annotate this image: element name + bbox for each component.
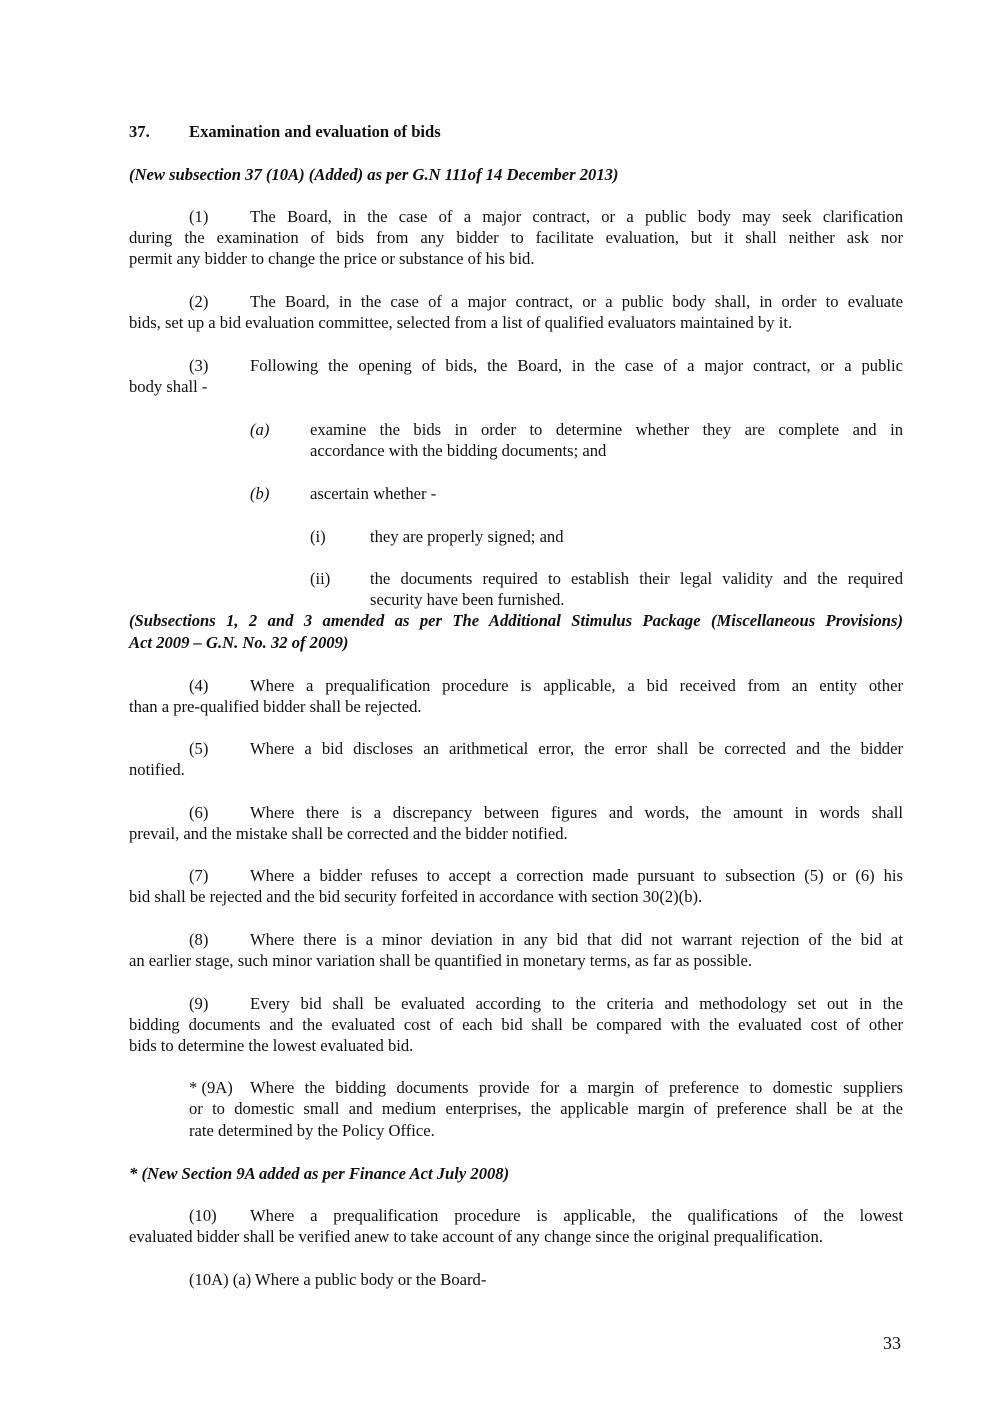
para-5-line-2: notified. bbox=[129, 760, 185, 779]
para-7-line-1: Where a bidder refuses to accept a correction made pursuant to subsection (5) or (6) his bbox=[250, 866, 903, 885]
para-6-line-1: Where there is a discrepancy between figures and words, the amount in words shall bbox=[250, 803, 903, 822]
para-8-number: (8) bbox=[189, 930, 209, 949]
para-7-number: (7) bbox=[189, 866, 209, 885]
para-10-line-1: Where a prequalification procedure is applicable, the qualifications of the lowest bbox=[250, 1206, 903, 1225]
para-5-number: (5) bbox=[189, 739, 209, 758]
section-title: Examination and evaluation of bids bbox=[189, 122, 441, 141]
para-3-line-2: body shall - bbox=[129, 377, 208, 396]
para-8-line-2: an earlier stage, such minor variation shall be quantified in monetary terms, as far as possible. bbox=[129, 951, 752, 970]
para-3-line-1: Following the opening of bids, the Board, in the case of a major contract, or a public bbox=[250, 356, 903, 375]
para-10-number: (10) bbox=[189, 1206, 217, 1225]
para-9a-number: * (9A) bbox=[189, 1078, 233, 1097]
para-3b-ii-label: (ii) bbox=[310, 569, 331, 588]
para-3b-line-1: ascertain whether - bbox=[310, 484, 437, 503]
para-1-line-2: during the examination of bids from any bidder to facilitate evaluation, but it shall neither ask nor bbox=[129, 228, 903, 247]
para-3b-i-label: (i) bbox=[310, 527, 326, 546]
para-2-number: (2) bbox=[189, 292, 209, 311]
amendment-note-2: * (New Section 9A added as per Finance Act July 2008) bbox=[129, 1164, 510, 1183]
para-8-line-1: Where there is a minor deviation in any bid that did not warrant rejection of the bid at bbox=[250, 930, 903, 949]
para-3b-ii-line-2: security have been furnished. bbox=[370, 590, 565, 609]
para-6-number: (6) bbox=[189, 803, 209, 822]
para-9-number: (9) bbox=[189, 994, 209, 1013]
page-number: 33 bbox=[883, 1333, 901, 1353]
para-3b-ii-line-1: the documents required to establish their legal validity and the required bbox=[370, 569, 903, 588]
para-2-line-2: bids, set up a bid evaluation committee, selected from a list of qualified evaluators maintained by it. bbox=[129, 313, 793, 332]
para-5-line-1: Where a bid discloses an arithmetical error, the error shall be corrected and the bidder bbox=[250, 739, 903, 758]
para-9-line-3: bids to determine the lowest evaluated bid. bbox=[129, 1036, 414, 1055]
para-9a-line-3: rate determined by the Policy Office. bbox=[189, 1121, 435, 1140]
amendment-note-1-line-2: Act 2009 – G.N. No. 32 of 2009) bbox=[129, 633, 349, 652]
para-10a-line-1: (10A) (a) Where a public body or the Board- bbox=[189, 1270, 487, 1289]
para-9a-line-1: Where the bidding documents provide for a margin of preference to domestic suppliers bbox=[250, 1078, 903, 1097]
para-4-line-2: than a pre-qualified bidder shall be rejected. bbox=[129, 697, 422, 716]
para-4-number: (4) bbox=[189, 676, 209, 695]
para-3-number: (3) bbox=[189, 356, 209, 375]
para-9-line-2: bidding documents and the evaluated cost of each bid shall be compared with the evaluated cost of other bbox=[129, 1015, 903, 1034]
para-3a-label: (a) bbox=[250, 420, 270, 439]
para-1-line-3: permit any bidder to change the price or substance of his bid. bbox=[129, 249, 535, 268]
amendment-note-1-line-1: (Subsections 1, 2 and 3 amended as per The Additional Stimulus Package (Miscellaneous Provisions) bbox=[129, 611, 903, 630]
para-2-line-1: The Board, in the case of a major contract, or a public body shall, in order to evaluate bbox=[250, 292, 903, 311]
para-9a-line-2: or to domestic small and medium enterprises, the applicable margin of preference shall be at the bbox=[189, 1099, 903, 1118]
para-3b-i-line-1: they are properly signed; and bbox=[370, 527, 564, 546]
para-9-line-1: Every bid shall be evaluated according to the criteria and methodology set out in the bbox=[250, 994, 903, 1013]
para-1-number: (1) bbox=[189, 207, 209, 226]
para-3a-line-1: examine the bids in order to determine whether they are complete and in bbox=[310, 420, 903, 439]
para-7-line-2: bid shall be rejected and the bid security forfeited in accordance with section 30(2)(b). bbox=[129, 887, 703, 906]
para-3a-line-2: accordance with the bidding documents; and bbox=[310, 441, 607, 460]
section-number: 37. bbox=[129, 122, 150, 141]
para-6-line-2: prevail, and the mistake shall be corrected and the bidder notified. bbox=[129, 824, 568, 843]
para-10-line-2: evaluated bidder shall be verified anew to take account of any change since the original prequalification. bbox=[129, 1227, 823, 1246]
para-4-line-1: Where a prequalification procedure is applicable, a bid received from an entity other bbox=[250, 676, 903, 695]
para-1-line-1: The Board, in the case of a major contract, or a public body may seek clarification bbox=[250, 207, 903, 226]
para-3b-label: (b) bbox=[250, 484, 270, 503]
section-note: (New subsection 37 (10A) (Added) as per G.N 111of 14 December 2013) bbox=[129, 165, 619, 184]
